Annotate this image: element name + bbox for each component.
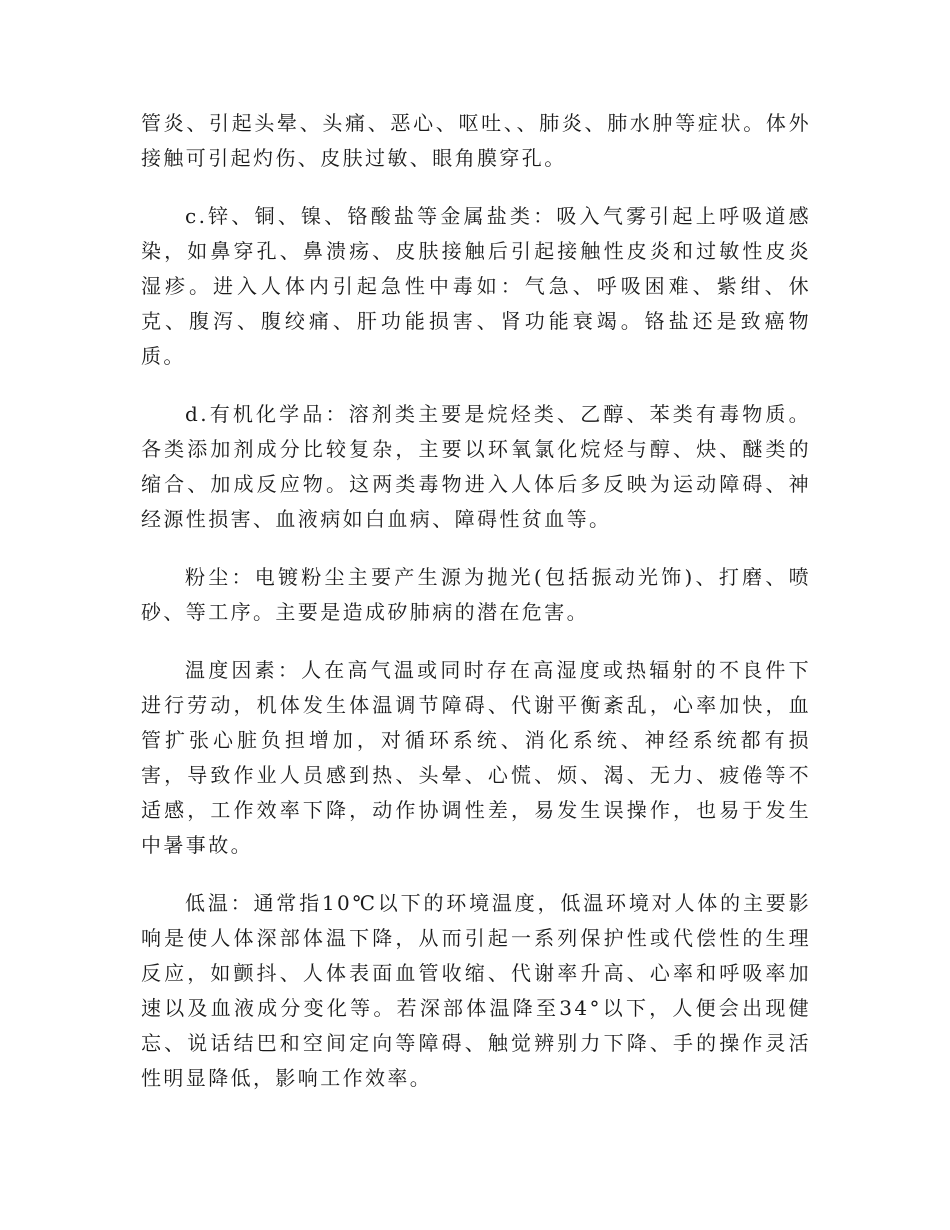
paragraph-temperature: 温度因素：人在高气温或同时存在高湿度或热辐射的不良件下进行劳动，机体发生体温调节障碍、代谢平衡紊乱，心率加快，血管扩张心脏负担增加，对循环系统、消化系统、神经系统都有损害，导致作业人员感到热、头晕、心慌、烦、渴、无力、疲倦等不适感，工作效率下降，动作协调性差，易发生误操作，也易于发生中暑事故。 (141, 658, 811, 857)
paragraph-metal-salts: c.锌、铜、镍、铬酸盐等金属盐类：吸入气雾引起上呼吸道感染，如鼻穿孔、鼻溃疡、皮肤接触后引起接触性皮炎和过敏性皮炎湿疹。进入人体内引起急性中毒如：气急、呼吸困难、紫绀、休克、腹泻、腹绞痛、肝功能损害、肾功能衰竭。铬盐还是致癌物质。 (141, 204, 811, 368)
paragraph-organic-chemicals: d.有机化学品：溶剂类主要是烷烃类、乙醇、苯类有毒物质。各类添加剂成分比较复杂，主要以环氧氯化烷烃与醇、炔、醚类的缩合、加成反应物。这两类毒物进入人体后多反映为运动障碍、神经源性损害、血液病如白血病、障碍性贫血等。 (141, 402, 811, 531)
document-body (141, 106, 811, 1119)
paragraph-dust: 粉尘：电镀粉尘主要产生源为抛光(包括振动光饰)、打磨、喷砂、等工序。主要是造成矽肺病的潜在危害。 (141, 565, 811, 624)
paragraph-continued: 管炎、引起头晕、头痛、恶心、呕吐、、肺炎、肺水肿等症状。体外接触可引起灼伤、皮肤过敏、眼角膜穿孔。 (141, 111, 811, 170)
paragraph-low-temperature: 低温：通常指10℃以下的环境温度，低温环境对人体的主要影响是使人体深部体温下降，从而引起一系列保护性或代偿性的生理反应，如颤抖、人体表面血管收缩、代谢率升高、心率和呼吸率加速以及血液成分变化等。若深部体温降至34°以下，人便会出现健忘、说话结巴和空间定向等障碍、触觉辨别力下降、手的操作灵活性明显降低，影响工作效率。 (141, 891, 811, 1090)
